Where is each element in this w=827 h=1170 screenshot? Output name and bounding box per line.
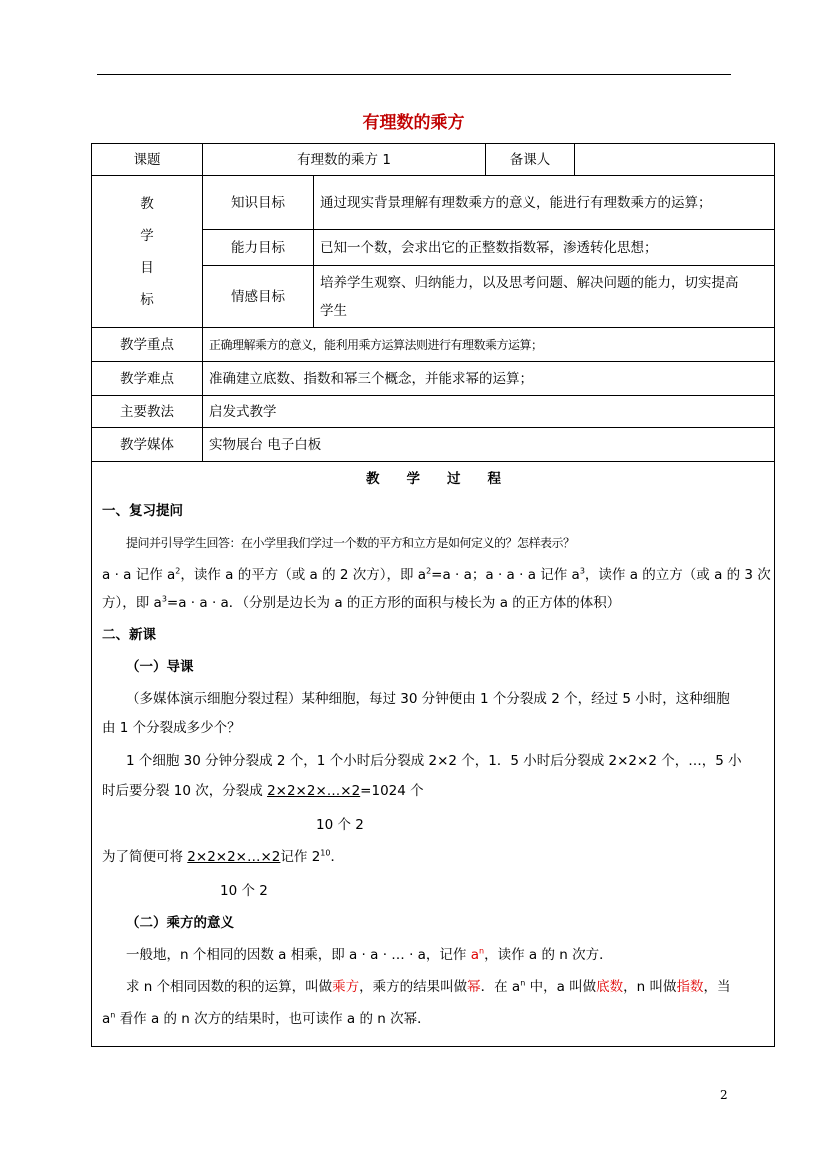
- key-row: [92, 328, 775, 362]
- intro-line-2: 由 1 个分裂成多少个？: [102, 720, 241, 736]
- section-review: 一、复习提问: [102, 503, 183, 519]
- meaning-line-1: 一般地，n 个相同的因数 a 相乘，即 a · a · … · a，记作 $a^n$，读作 a 的 n 次方．: [126, 946, 613, 963]
- knowledge-value: 通过现实背景理解有理数乘方的意义，能进行有理数乘方的运算；: [314, 176, 775, 230]
- process-heading: 教 学 过 程: [366, 471, 501, 487]
- goals-label: 教 学 目 标: [92, 176, 203, 328]
- preparer-label: 备课人: [486, 144, 575, 176]
- media-label: 教学媒体: [92, 428, 203, 462]
- header-rule: [97, 74, 731, 75]
- method-label: 主要教法: [92, 396, 203, 428]
- knowledge-label: 知识目标: [203, 176, 314, 230]
- process-row: [92, 462, 775, 1047]
- brace-label-2: 10 个 2: [220, 883, 268, 899]
- brace-label-1: 10 个 2: [316, 817, 364, 833]
- topic-label: 课题: [92, 144, 203, 176]
- lesson-plan-table: [91, 143, 775, 1047]
- emotion-value: 培养学生观察、归纳能力，以及思考问题、解决问题的能力，切实提高 学生: [314, 266, 775, 328]
- ability-label: 能力目标: [203, 230, 314, 266]
- review-line-2: 方），即 $a^3=a \cdot a \cdot a$．（分别是边长为 a 的正方形的面积与棱长为 a 的正方体的体积）: [102, 594, 621, 611]
- process-cell: [92, 462, 775, 1047]
- emotion-label: 情感目标: [203, 266, 314, 328]
- media-row: [92, 428, 775, 462]
- preparer-value: [575, 144, 775, 176]
- subsection-intro: （一）导课: [126, 659, 194, 675]
- intro-line-1: （多媒体演示细胞分裂过程）某种细胞，每过 30 分钟便由 1 个分裂成 2 个，经过 5 小时，这种细胞: [126, 691, 730, 707]
- ability-value: 已知一个数，会求出它的正整数指数幂，渗透转化思想；: [314, 230, 775, 266]
- intro-line-4: 时后要分裂 10 次，分裂成 2×2×2×…×2=1024 个: [102, 783, 424, 799]
- key-value: 正确理解乘方的意义，能利用乘方运算法则进行有理数乘方运算；: [203, 328, 775, 362]
- topic-value: 有理数的乘方 1: [203, 144, 486, 176]
- difficulty-row: [92, 362, 775, 396]
- intro-line-3: 1 个细胞 30 分钟分裂成 2 个，1 个小时后分裂成 2×2 个，1．5 小时后分裂成 2×2×2 个，…，5 小: [126, 753, 742, 769]
- media-value: 实物展台 电子白板: [203, 428, 775, 462]
- page-number: 2: [720, 1088, 728, 1102]
- method-value: 启发式教学: [203, 396, 775, 428]
- topic-row: [92, 144, 775, 176]
- section-new-lesson: 二、新课: [102, 627, 156, 643]
- subsection-meaning: （二）乘方的意义: [126, 915, 234, 931]
- review-line-1: a · a 记作 $a^2$，读作 a 的平方（或 a 的 2 次方），即 $a^2=a \cdot a$；a · a · a 记作 $a^3$，读作 a 的立方（或 a 的 3 次: [102, 566, 771, 583]
- difficulty-label: 教学难点: [92, 362, 203, 396]
- review-question: 提问并引导学生回答：在小学里我们学过一个数的平方和立方是如何定义的？怎样表示？: [126, 536, 575, 550]
- difficulty-value: 准确建立底数、指数和幂三个概念，并能求幂的运算；: [203, 362, 775, 396]
- meaning-line-3: $a^n$ 看作 a 的 n 次方的结果时，也可读作 a 的 n 次幂．: [102, 1010, 431, 1027]
- document-title: 有理数的乘方: [362, 113, 465, 133]
- knowledge-row: [92, 176, 775, 230]
- meaning-line-2: 求 n 个相同因数的积的运算，叫做乘方，乘方的结果叫做幂．在 $a^n$ 中，a 叫做底数，n 叫做指数，当: [126, 978, 731, 995]
- intro-line-5: 为了简便可将 2×2×2×…×2记作 $2^{10}$．: [102, 848, 344, 865]
- key-label: 教学重点: [92, 328, 203, 362]
- method-row: [92, 396, 775, 428]
